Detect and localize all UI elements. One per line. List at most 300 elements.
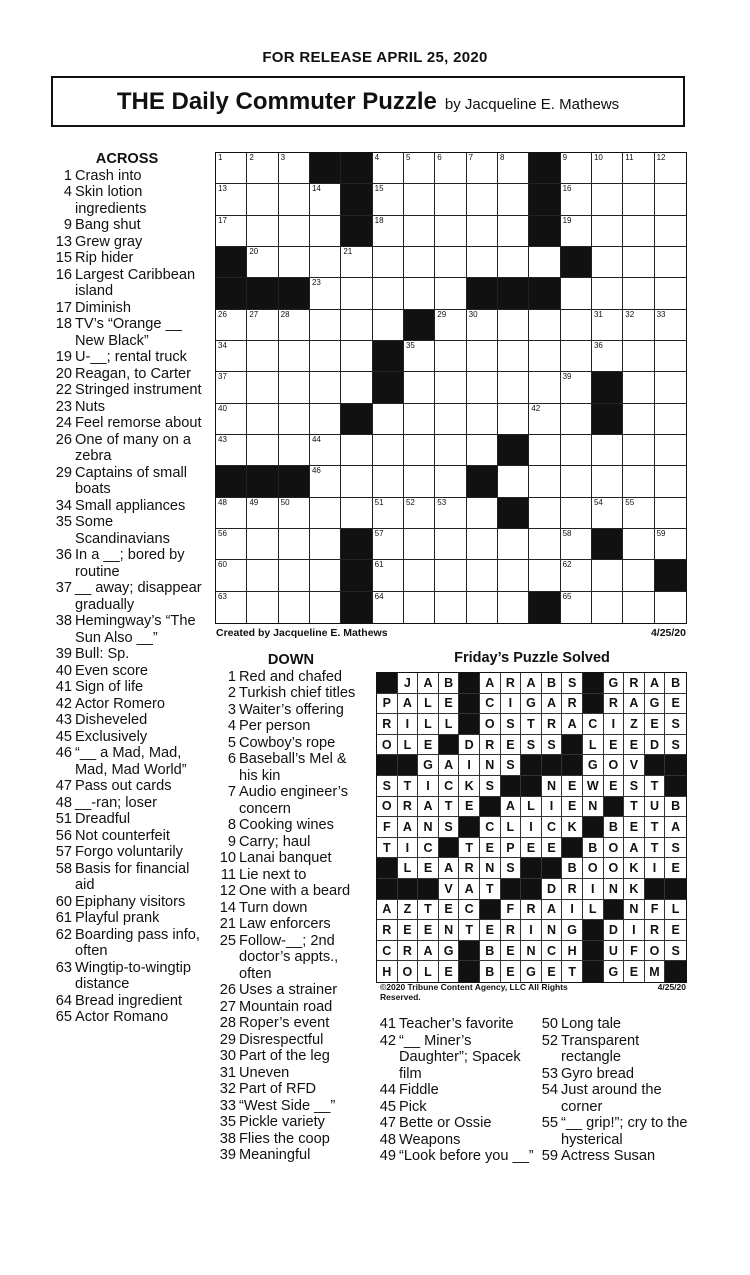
grid-cell[interactable]	[467, 153, 498, 184]
clue-number: 52	[541, 1032, 558, 1049]
grid-cell[interactable]	[467, 498, 498, 529]
grid-cell[interactable]	[435, 184, 466, 215]
grid-cell[interactable]	[435, 216, 466, 247]
grid-cell[interactable]	[404, 592, 435, 623]
grid-cell[interactable]	[279, 216, 310, 247]
grid-cell[interactable]	[435, 153, 466, 184]
grid-cell[interactable]	[623, 184, 654, 215]
grid-cell[interactable]	[247, 341, 278, 372]
solution-block	[377, 879, 398, 900]
solution-cell: R	[645, 920, 666, 941]
grid-cell[interactable]	[467, 592, 498, 623]
grid-cell[interactable]	[216, 592, 247, 623]
grid-cell[interactable]	[310, 404, 341, 435]
clue	[52, 811, 202, 828]
grid-cell[interactable]	[216, 529, 247, 560]
grid-cell[interactable]	[655, 372, 686, 403]
cell-number: 29	[437, 309, 447, 319]
grid-cell[interactable]	[623, 466, 654, 497]
cell-number: 40	[218, 403, 227, 413]
grid-cell[interactable]	[216, 153, 247, 184]
grid-cell[interactable]	[467, 247, 498, 278]
byline: by Jacqueline E. Mathews	[444, 96, 620, 113]
grid-cell[interactable]	[247, 560, 278, 591]
clue-text: Pass out cards	[75, 778, 172, 794]
solution-cell: F	[645, 900, 666, 921]
solution-cell: C	[377, 941, 398, 962]
grid-cell[interactable]	[592, 560, 623, 591]
clue	[52, 828, 202, 845]
grid-cell[interactable]	[467, 341, 498, 372]
grid-cell[interactable]	[623, 560, 654, 591]
grid-cell[interactable]	[529, 435, 560, 466]
grid-cell[interactable]	[310, 466, 341, 497]
grid-cell[interactable]	[216, 341, 247, 372]
grid-cell[interactable]	[561, 404, 592, 435]
grid-cell[interactable]	[435, 278, 466, 309]
clue-number: 31	[219, 1064, 236, 1081]
clue-number: 63	[55, 959, 72, 976]
grid-cell[interactable]	[498, 372, 529, 403]
grid-cell[interactable]	[216, 216, 247, 247]
grid-cell[interactable]	[373, 592, 404, 623]
grid-cell[interactable]	[247, 153, 278, 184]
grid-cell[interactable]	[216, 184, 247, 215]
solution-block	[665, 961, 686, 982]
grid-cell[interactable]	[216, 498, 247, 529]
solution-cell: R	[562, 694, 583, 715]
solution-block	[604, 797, 625, 818]
grid-cell[interactable]	[498, 466, 529, 497]
cell-number: 50	[280, 497, 290, 507]
clue-number: 29	[219, 1031, 236, 1048]
grid-cell[interactable]	[498, 592, 529, 623]
grid-block	[341, 404, 372, 435]
grid-block	[467, 278, 498, 309]
grid-cell[interactable]	[404, 278, 435, 309]
grid-cell[interactable]	[561, 341, 592, 372]
solution-cell: D	[604, 920, 625, 941]
solution-cell: P	[377, 694, 398, 715]
clue-number: 5	[227, 734, 236, 751]
grid-cell[interactable]	[247, 247, 278, 278]
grid-cell[interactable]	[435, 529, 466, 560]
clue-text: Exclusively	[75, 728, 148, 745]
clue	[216, 751, 366, 784]
clue-text: Part of the leg	[239, 1048, 330, 1064]
grid-cell[interactable]	[435, 435, 466, 466]
grid-cell[interactable]	[373, 247, 404, 278]
grid-cell[interactable]	[310, 341, 341, 372]
solution-cell: E	[645, 714, 666, 735]
grid-cell[interactable]	[373, 466, 404, 497]
grid-cell[interactable]	[498, 404, 529, 435]
grid-cell[interactable]	[404, 153, 435, 184]
grid-cell[interactable]	[341, 498, 372, 529]
grid-cell[interactable]	[467, 310, 498, 341]
grid-cell[interactable]	[247, 404, 278, 435]
grid-cell[interactable]	[341, 372, 372, 403]
grid-cell[interactable]	[279, 310, 310, 341]
grid-cell[interactable]	[373, 184, 404, 215]
grid-cell[interactable]	[341, 278, 372, 309]
solution-block	[562, 755, 583, 776]
clue-text: Dreadful	[75, 811, 131, 827]
grid-cell[interactable]	[310, 216, 341, 247]
grid-cell[interactable]	[498, 341, 529, 372]
grid-cell[interactable]	[561, 560, 592, 591]
copyright: ©2020 Tribune Content Agency, LLC All Rights Reserved.	[380, 982, 568, 1002]
grid-cell[interactable]	[467, 184, 498, 215]
grid-cell[interactable]	[655, 592, 686, 623]
grid-cell[interactable]	[310, 560, 341, 591]
solution-cell: G	[562, 920, 583, 941]
grid-cell[interactable]	[561, 435, 592, 466]
grid-cell[interactable]	[435, 341, 466, 372]
clue-text: Reagan, to Carter	[75, 365, 192, 382]
clue-number: 28	[219, 1015, 236, 1031]
grid-cell[interactable]	[373, 153, 404, 184]
grid-cell[interactable]	[529, 466, 560, 497]
grid-cell[interactable]	[498, 184, 529, 215]
grid-cell[interactable]	[592, 341, 623, 372]
grid-cell[interactable]	[373, 404, 404, 435]
grid-cell[interactable]	[529, 560, 560, 591]
grid-cell[interactable]	[341, 341, 372, 372]
clue	[52, 217, 202, 234]
grid-cell[interactable]	[404, 372, 435, 403]
grid-cell[interactable]	[435, 466, 466, 497]
clue	[216, 933, 366, 983]
grid-cell[interactable]	[216, 310, 247, 341]
grid-cell[interactable]	[341, 310, 372, 341]
grid-cell[interactable]	[655, 435, 686, 466]
grid-cell[interactable]	[623, 498, 654, 529]
solution-block	[480, 900, 501, 921]
grid-cell[interactable]	[310, 310, 341, 341]
grid-cell[interactable]	[623, 592, 654, 623]
solution-cell: S	[377, 776, 398, 797]
cell-number: 61	[374, 560, 384, 570]
grid-cell[interactable]	[623, 341, 654, 372]
grid-cell[interactable]	[623, 278, 654, 309]
grid-cell[interactable]	[435, 560, 466, 591]
grid-cell[interactable]	[279, 560, 310, 591]
solution-cell: A	[521, 673, 542, 694]
solution-cell: O	[604, 838, 625, 859]
solution-cell: R	[398, 941, 419, 962]
grid-cell[interactable]	[341, 466, 372, 497]
grid-cell[interactable]	[310, 372, 341, 403]
grid-cell[interactable]	[529, 498, 560, 529]
grid-cell[interactable]	[404, 435, 435, 466]
grid-cell[interactable]	[373, 560, 404, 591]
grid-cell[interactable]	[467, 404, 498, 435]
clue-text: Disrespectful	[239, 1031, 324, 1048]
grid-cell[interactable]	[561, 278, 592, 309]
grid-cell[interactable]	[373, 310, 404, 341]
grid-cell[interactable]	[279, 529, 310, 560]
clue	[216, 1131, 366, 1148]
grid-cell[interactable]	[592, 153, 623, 184]
clue	[376, 1016, 536, 1033]
grid-cell[interactable]	[404, 529, 435, 560]
grid-cell[interactable]	[623, 153, 654, 184]
grid-cell[interactable]	[655, 529, 686, 560]
grid-cell[interactable]	[279, 247, 310, 278]
solution-cell: L	[418, 961, 439, 982]
solution-cell: N	[583, 797, 604, 818]
grid-cell[interactable]	[247, 310, 278, 341]
solution-cell: O	[480, 714, 501, 735]
grid-cell[interactable]	[404, 560, 435, 591]
solution-block	[521, 755, 542, 776]
grid-cell[interactable]	[373, 278, 404, 309]
clue-number: 48	[55, 794, 72, 811]
grid-cell[interactable]	[279, 592, 310, 623]
grid-cell[interactable]	[467, 529, 498, 560]
grid-cell[interactable]	[592, 498, 623, 529]
clue	[376, 1099, 536, 1116]
solution-cell: N	[521, 941, 542, 962]
grid-cell[interactable]	[310, 278, 341, 309]
grid-cell[interactable]	[247, 184, 278, 215]
grid-cell[interactable]	[561, 216, 592, 247]
solution-block	[542, 755, 563, 776]
grid-cell[interactable]	[247, 372, 278, 403]
grid-cell[interactable]	[279, 404, 310, 435]
grid-cell[interactable]	[247, 498, 278, 529]
grid-cell[interactable]	[561, 310, 592, 341]
clue	[216, 834, 366, 851]
grid-cell[interactable]	[435, 310, 466, 341]
grid-cell[interactable]	[529, 372, 560, 403]
grid-cell[interactable]	[404, 216, 435, 247]
grid-cell[interactable]	[498, 560, 529, 591]
grid-cell[interactable]	[498, 247, 529, 278]
grid-block	[341, 216, 372, 247]
grid-cell[interactable]	[216, 560, 247, 591]
grid-cell[interactable]	[404, 498, 435, 529]
grid-cell[interactable]	[498, 153, 529, 184]
grid-cell[interactable]	[655, 310, 686, 341]
grid-cell[interactable]	[529, 529, 560, 560]
grid-cell[interactable]	[561, 466, 592, 497]
solution-cell: B	[480, 941, 501, 962]
solution-cell: N	[480, 755, 501, 776]
grid-cell[interactable]	[404, 184, 435, 215]
grid-cell[interactable]	[529, 341, 560, 372]
grid-cell[interactable]	[435, 247, 466, 278]
solution-cell: I	[583, 879, 604, 900]
grid-cell[interactable]	[655, 153, 686, 184]
clue	[52, 894, 202, 911]
grid-cell[interactable]	[216, 435, 247, 466]
grid-cell[interactable]	[623, 372, 654, 403]
grid-cell[interactable]	[529, 310, 560, 341]
grid-cell[interactable]	[623, 529, 654, 560]
grid-cell[interactable]	[279, 498, 310, 529]
grid-cell[interactable]	[279, 184, 310, 215]
grid-cell[interactable]	[561, 372, 592, 403]
grid-cell[interactable]	[310, 529, 341, 560]
grid-block	[341, 560, 372, 591]
grid-cell[interactable]	[623, 247, 654, 278]
clue	[52, 696, 202, 713]
clue	[52, 184, 202, 217]
grid-cell[interactable]	[404, 247, 435, 278]
grid-cell[interactable]	[592, 247, 623, 278]
grid-cell[interactable]	[310, 435, 341, 466]
grid-cell[interactable]	[498, 216, 529, 247]
clue-text: “Look before you __”	[399, 1148, 534, 1164]
grid-cell[interactable]	[655, 278, 686, 309]
solution-cell: O	[398, 961, 419, 982]
clue-text: Hemingway’s “The Sun Also __”	[75, 613, 196, 646]
grid-cell[interactable]	[655, 498, 686, 529]
grid-cell[interactable]	[341, 247, 372, 278]
grid-cell[interactable]	[467, 560, 498, 591]
solution-block	[665, 776, 686, 797]
solution-cell: Z	[624, 714, 645, 735]
grid-cell[interactable]	[373, 498, 404, 529]
clue-number: 34	[55, 497, 72, 514]
grid-cell[interactable]	[279, 341, 310, 372]
grid-cell[interactable]	[467, 435, 498, 466]
solution-cell: E	[624, 961, 645, 982]
solution-cell: K	[624, 858, 645, 879]
solution-cell: I	[624, 920, 645, 941]
grid-block	[216, 247, 247, 278]
solution-cell: A	[459, 879, 480, 900]
solution-cell: B	[665, 797, 686, 818]
solution-cell: T	[562, 961, 583, 982]
solution-cell: D	[542, 879, 563, 900]
clue-text: Turn down	[239, 899, 308, 916]
grid-cell[interactable]	[247, 529, 278, 560]
grid-cell[interactable]	[279, 153, 310, 184]
grid-cell[interactable]	[655, 247, 686, 278]
grid-cell[interactable]	[404, 466, 435, 497]
clue	[216, 784, 366, 817]
grid-cell[interactable]	[592, 592, 623, 623]
solution-cell: E	[439, 961, 460, 982]
grid-cell[interactable]	[592, 184, 623, 215]
clue-number: 37	[55, 580, 72, 596]
cell-number: 39	[562, 372, 572, 382]
grid-cell[interactable]	[247, 435, 278, 466]
grid-cell[interactable]	[435, 372, 466, 403]
grid-cell[interactable]	[404, 404, 435, 435]
solution-cell: A	[624, 694, 645, 715]
grid-cell[interactable]	[655, 466, 686, 497]
grid-cell[interactable]	[592, 435, 623, 466]
grid-cell[interactable]	[623, 310, 654, 341]
grid-cell[interactable]	[529, 247, 560, 278]
grid-cell[interactable]	[373, 216, 404, 247]
grid-cell[interactable]	[404, 341, 435, 372]
grid-cell[interactable]	[247, 216, 278, 247]
crossword-grid[interactable]	[215, 152, 687, 624]
grid-cell[interactable]	[655, 341, 686, 372]
solution-block	[583, 694, 604, 715]
grid-cell[interactable]	[529, 404, 560, 435]
cell-number: 8	[499, 153, 505, 162]
grid-cell[interactable]	[247, 592, 278, 623]
clue	[52, 861, 202, 894]
clue-number: 48	[379, 1131, 396, 1148]
grid-cell[interactable]	[592, 310, 623, 341]
grid-cell[interactable]	[279, 435, 310, 466]
grid-cell[interactable]	[623, 435, 654, 466]
grid-cell[interactable]	[623, 404, 654, 435]
grid-cell[interactable]	[498, 529, 529, 560]
grid-cell[interactable]	[655, 404, 686, 435]
grid-cell[interactable]	[592, 278, 623, 309]
grid-cell[interactable]	[498, 310, 529, 341]
grid-cell[interactable]	[655, 184, 686, 215]
solution-cell: C	[418, 838, 439, 859]
solution-cell: S	[624, 776, 645, 797]
grid-cell[interactable]	[561, 529, 592, 560]
clue	[538, 1115, 688, 1148]
grid-cell[interactable]	[592, 216, 623, 247]
cell-number: 2	[249, 153, 254, 162]
grid-cell[interactable]	[310, 498, 341, 529]
grid-cell[interactable]	[216, 372, 247, 403]
grid-cell[interactable]	[467, 216, 498, 247]
grid-cell[interactable]	[373, 435, 404, 466]
grid-cell[interactable]	[561, 592, 592, 623]
clue-number: 42	[55, 695, 72, 712]
grid-cell[interactable]	[623, 216, 654, 247]
grid-cell[interactable]	[435, 404, 466, 435]
clue-text: Epiphany visitors	[75, 893, 186, 910]
grid-cell[interactable]	[592, 466, 623, 497]
solution-cell: G	[439, 941, 460, 962]
grid-cell[interactable]	[310, 184, 341, 215]
clue	[52, 415, 202, 432]
grid-cell[interactable]	[341, 435, 372, 466]
grid-cell[interactable]	[655, 216, 686, 247]
title-box	[51, 76, 685, 127]
clue	[216, 718, 366, 735]
solution-cell: I	[604, 714, 625, 735]
cell-number: 43	[218, 434, 227, 444]
grid-cell[interactable]	[310, 247, 341, 278]
grid-cell[interactable]	[310, 592, 341, 623]
solution-cell: L	[398, 858, 419, 879]
grid-block	[529, 592, 560, 623]
grid-cell[interactable]	[435, 592, 466, 623]
grid-cell[interactable]	[467, 372, 498, 403]
grid-cell[interactable]	[561, 153, 592, 184]
grid-cell[interactable]	[373, 529, 404, 560]
grid-cell[interactable]	[561, 184, 592, 215]
solution-block	[521, 858, 542, 879]
grid-cell[interactable]	[435, 498, 466, 529]
grid-block	[341, 153, 372, 184]
solution-cell: A	[418, 941, 439, 962]
solution-cell: L	[398, 735, 419, 756]
clue-number: 41	[379, 1016, 396, 1032]
grid-cell[interactable]	[279, 372, 310, 403]
clue-number: 64	[55, 992, 72, 1009]
grid-cell[interactable]	[561, 498, 592, 529]
solution-cell: B	[542, 673, 563, 694]
grid-cell[interactable]	[216, 404, 247, 435]
solution-cell: S	[665, 838, 686, 859]
